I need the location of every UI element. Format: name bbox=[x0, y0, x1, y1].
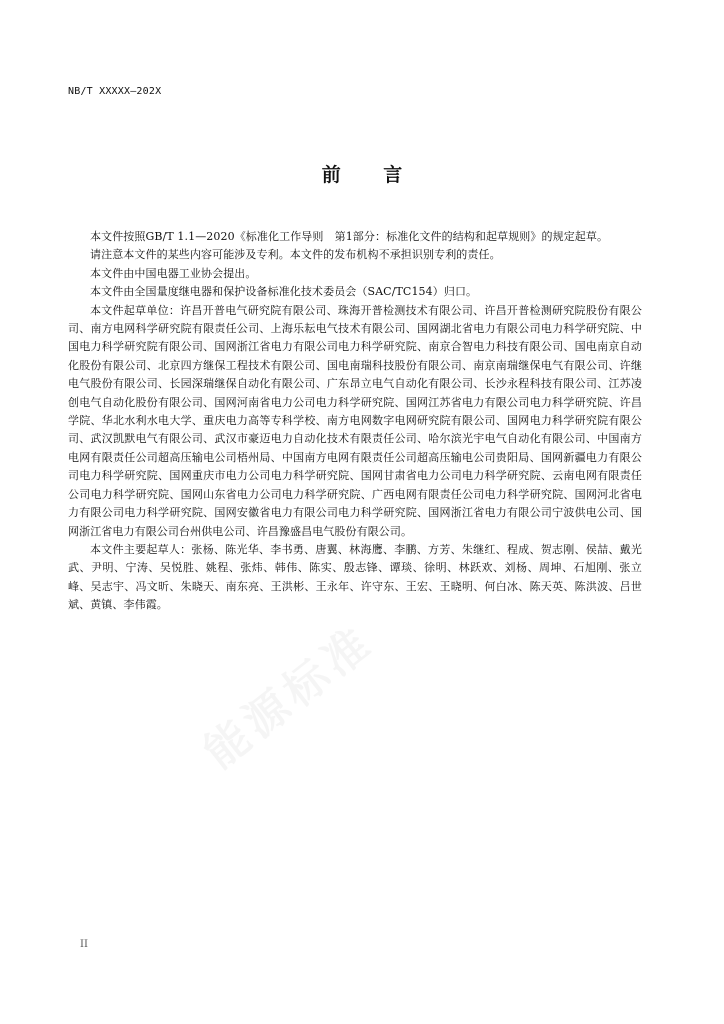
document-code: NB/T XXXXX—202X bbox=[68, 86, 162, 97]
paragraph-proposer: 本文件由中国电器工业协会提出。 bbox=[90, 266, 257, 280]
page-title: 前 言 bbox=[321, 164, 403, 186]
paragraph-drafting-rules: 本文件按照GB/T 1.1—2020《标准化工作导则 第1部分：标准化文件的结构和起草规则》的规定起草。 bbox=[90, 230, 609, 243]
page-number: II bbox=[80, 939, 88, 950]
paragraph-patent-notice: 请注意本文件的某些内容可能涉及专利。本文件的发布机构不承担识别专利的责任。 bbox=[90, 248, 501, 262]
watermark bbox=[188, 607, 385, 781]
paragraph-committee: 本文件由全国量度继电器和保护设备标准化技术委员会（SAC/TC154）归口。 bbox=[90, 285, 478, 299]
foreword-body bbox=[68, 228, 642, 615]
paragraph-drafting-units: 本文件起草单位：许昌开普电气研究院有限公司、珠海开普检测技术有限公司、许昌开普检测研究院股份有限公司、南方电网科学研究院有限责任公司、上海乐耘电气技术有限公司、国网湖北省电力有限公司电力科学研究院、中国电力科学研究院有限公司、国网浙江省电力有限公司电力科学研究院、南京合智电力科技有限公司、国电南京自动化股份有限公司、北京四方继保工程技术有限公司、国电南瑞科技股份有限公司、南京南瑞继保电气有限公司、许继电气股份有限公司、长园深瑞继保自动化有限公司、广东昂立电气自动化有限公司、长沙永程科技有限公司、江苏凌创电气自动化股份有限公司、国网河南省电力公司电力科学研究院、国网江苏省电力有限公司电力科学研究院、许昌学院、华北水利水电大学、重庆电力高等专科学校、南方电网数字电网研究院有限公司、国网电力科学研究院有限公司、武汉凯默电气有限公司、武汉市豪迈电力自动化技术有限责任公司、哈尔滨光宇电气自动化有限公司、中国南方电网有限责任公司超高压输电公司梧州局、中国南方电网有限责任公司超高压输电公司贵阳局、国网新疆电力有限公司电力科学研究院、国网重庆市电力公司电力科学研究院、国网甘肃省电力公司电力科学研究院、云南电网有限责任公司电力科学研究院、国网山东省电力公司电力科学研究院、广西电网有限责任公司电力科学研究院、国网河北省电力有限公司电力科学研究院、国网安徽省电力有限公司电力科学研究院、国网浙江省电力有限公司宁波供电公司、国网浙江省电力有限公司台州供电公司、许昌豫盛昌电气股份有限公司。 bbox=[68, 303, 642, 538]
paragraph-drafters: 本文件主要起草人：张杨、陈光华、李书勇、唐翼、林海鹰、李鹏、方芳、朱继红、程成、贺志刚、侯喆、戴光武、尹明、宁涛、吴悦胜、姚程、张炜、韩伟、陈实、殷志锋、谭琰、徐明、林跃欢、刘杨、周坤、石旭刚、张立峰、吴志宇、冯文昕、朱晓天、南东亮、王洪彬、王永年、许守东、王宏、王晓明、何白冰、陈天英、陈洪波、吕世斌、黄镇、李伟霞。 bbox=[68, 542, 642, 612]
